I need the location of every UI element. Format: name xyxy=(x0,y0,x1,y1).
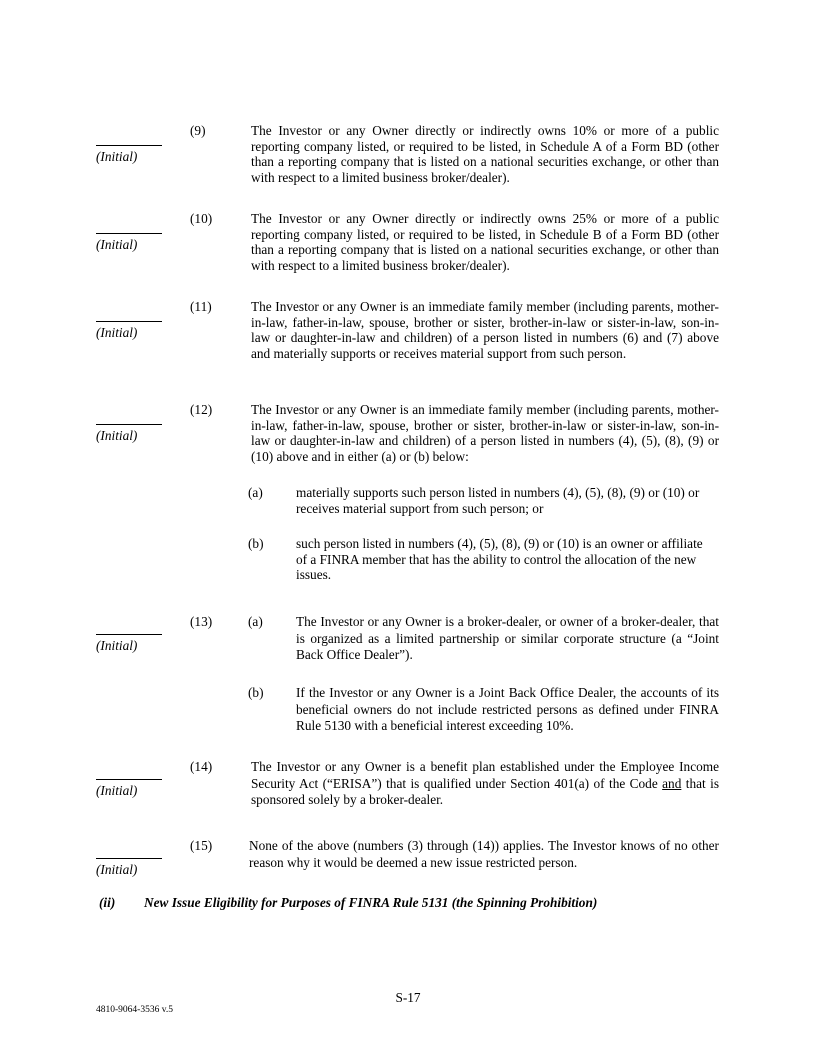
initial-label-9: (Initial) xyxy=(96,149,138,164)
initial-blank-10[interactable] xyxy=(96,233,162,234)
initial-blank-14[interactable] xyxy=(96,779,162,780)
initial-label-13: (Initial) xyxy=(96,638,138,653)
item-13-sub-label-a: (a) xyxy=(248,614,263,629)
section-heading-label: (ii) xyxy=(99,895,116,910)
initial-blank-15[interactable] xyxy=(96,858,162,859)
initial-label-14: (Initial) xyxy=(96,783,138,798)
item-text-14-underlined: and xyxy=(662,775,682,791)
item-13-sub-text-b: If the Investor or any Owner is a Joint Back Office Dealer, the accounts of its beneficial owners do not include restricted persons as defined under FINRA Rule 5130 with a beneficial interest exceeding 10%. xyxy=(296,685,719,733)
item-13-sub-label-b: (b) xyxy=(248,685,264,700)
item-text-14-part-2: that is sponsored solely by a broker-dealer. xyxy=(251,775,719,807)
item-number-13: (13) xyxy=(190,614,213,629)
initial-blank-9[interactable] xyxy=(96,145,162,146)
initial-blank-13[interactable] xyxy=(96,634,162,635)
item-text-15: None of the above (numbers (3) through (14)) applies. The Investor knows of no other reason why it would be deemed a new issue restricted person. xyxy=(249,838,719,870)
section-heading-title: New Issue Eligibility for Purposes of FINRA Rule 5131 (the Spinning Prohibition) xyxy=(144,895,598,910)
item-12-sub-label-b: (b) xyxy=(248,536,264,551)
page-number: S-17 xyxy=(395,990,421,1005)
item-12-sub-text-b: such person listed in numbers (4), (5), (8), (9) or (10) is an owner or affiliate of a FINRA member that has the ability to control the allocation of the new issues. xyxy=(296,536,703,583)
item-text-11: The Investor or any Owner is an immediate family member (including parents, mother-in-law, father-in-law, spouse, brother or sister, brother-in-law or sister-in-law, son-in-law or daughter-in-law and children) of a person listed in numbers (6) and (7) above and materially supports or receives material support from such person. xyxy=(251,299,719,361)
item-text-14-part-1: The Investor or any Owner is a benefit plan established under the Employee Income Security Act (“ERISA”) that is qualified under Section 401(a) of the Code xyxy=(251,759,719,791)
item-text-9: The Investor or any Owner directly or indirectly owns 10% or more of a public reporting company listed, or required to be listed, in Schedule A of a Form BD (other than a reporting company that is listed on a national securities exchange, or other than with respect to a limited business broker/dealer). xyxy=(251,123,719,185)
item-12-sub-text-a: materially supports such person listed in numbers (4), (5), (8), (9) or (10) or receives material support from such person; or xyxy=(296,485,700,516)
item-text-14 xyxy=(251,759,719,809)
initial-label-12: (Initial) xyxy=(96,428,138,443)
item-text-10: The Investor or any Owner directly or indirectly owns 25% or more of a public reporting company listed, or required to be listed, in Schedule B of a Form BD (other than a reporting company that is listed on a national securities exchange, or other than with respect to a limited business broker/dealer). xyxy=(251,211,719,273)
item-number-15: (15) xyxy=(190,838,213,853)
document-id: 4810-9064-3536 v.5 xyxy=(96,1005,173,1015)
item-number-9: (9) xyxy=(190,123,206,138)
initial-blank-11[interactable] xyxy=(96,321,162,322)
item-number-11: (11) xyxy=(190,299,212,314)
item-number-10: (10) xyxy=(190,211,213,226)
item-number-14: (14) xyxy=(190,759,213,774)
initial-label-15: (Initial) xyxy=(96,862,138,877)
item-number-12: (12) xyxy=(190,402,213,417)
initial-label-11: (Initial) xyxy=(96,325,138,340)
item-13-sub-text-a: The Investor or any Owner is a broker-dealer, or owner of a broker-dealer, that is organized as a limited partnership or similar corporate structure (a “Joint Back Office Dealer”). xyxy=(296,614,719,662)
item-text-12: The Investor or any Owner is an immediate family member (including parents, mother-in-law, father-in-law, spouse, brother or sister, brother-in-law or sister-in-law, son-in-law or daughter-in-law and children) of a person listed in numbers (4), (5), (8), (9) or (10) above and in either (a) or (b) below: xyxy=(251,402,719,464)
initial-blank-12[interactable] xyxy=(96,424,162,425)
item-12-sub-label-a: (a) xyxy=(248,485,263,500)
initial-label-10: (Initial) xyxy=(96,237,138,252)
section-heading xyxy=(99,895,597,911)
